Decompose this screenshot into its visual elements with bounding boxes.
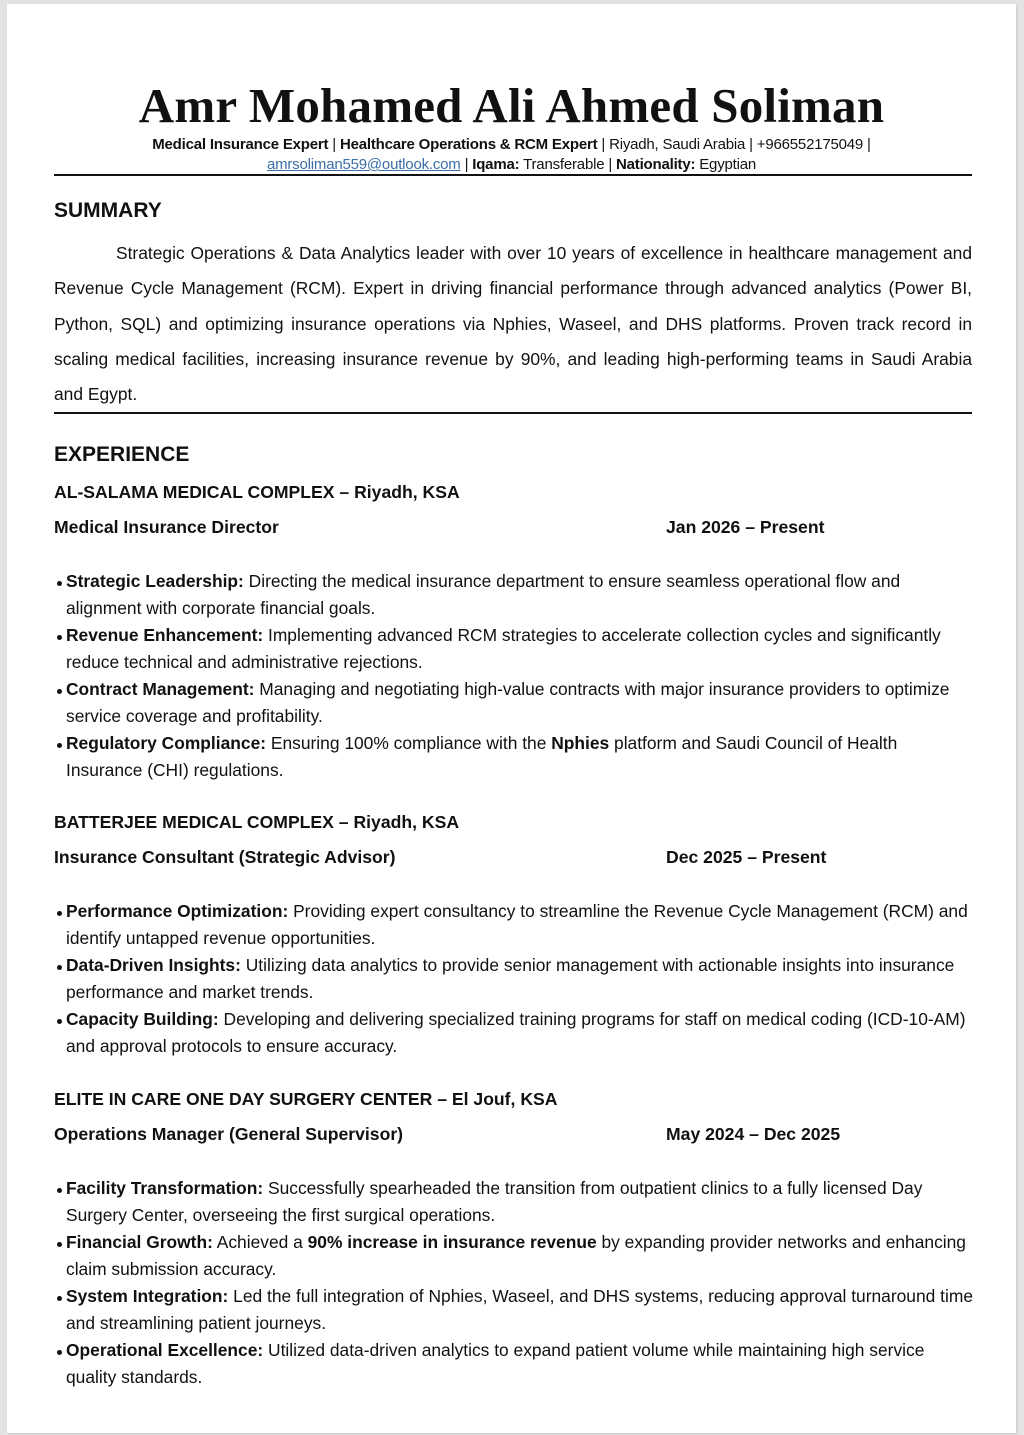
list-item: Capacity Building: Developing and delivering specialized training programs for staff on medical coding (ICD-10-AM) and approval protocols to ensure accuracy. [54, 1006, 974, 1060]
list-item: Performance Optimization: Providing expert consultancy to streamline the Revenue Cycle Management (RCM) and identify untapped revenue opportunities. [54, 898, 974, 952]
list-item: Strategic Leadership: Directing the medical insurance department to ensure seamless operational flow and alignment with corporate financial goals. [54, 568, 974, 622]
summary-text: Strategic Operations & Data Analytics leader with over 10 years of excellence in healthcare management and Revenue Cycle Management (RCM). Expert in driving financial performance through advanced analytics (Power BI, Python, SQL) and optimizing insurance operations via Nphies, Waseel, and DHS platforms. Proven track record in scaling medical facilities, increasing insurance revenue by 90%, and leading high-performing teams in Saudi Arabia and Egypt. [54, 243, 972, 405]
summary-heading: SUMMARY [54, 199, 162, 222]
resume-page [7, 4, 1016, 1433]
candidate-name: Amr Mohamed Ali Ahmed Soliman [138, 78, 885, 133]
job-role: Operations Manager (General Supervisor) [54, 1124, 404, 1144]
header-divider [54, 174, 972, 176]
job-bullets [54, 1175, 974, 1391]
nationality-label: Nationality: [616, 156, 696, 173]
phone-number: +966552175049 [756, 136, 864, 153]
job-dates: Dec 2025 – Present [666, 847, 827, 867]
email-link[interactable]: amrsoliman559@outlook.com [266, 156, 461, 173]
job-dates: May 2024 – Dec 2025 [666, 1124, 841, 1144]
list-item: Revenue Enhancement: Implementing advanced RCM strategies to accelerate collection cycles and significantly reduce technical and administrative rejections. [54, 622, 974, 676]
job-dates: Jan 2026 – Present [666, 517, 825, 537]
headline-title-1: Medical Insurance Expert [152, 136, 329, 153]
experience-heading: EXPERIENCE [54, 443, 190, 466]
headline-title-2: Healthcare Operations & RCM Expert [339, 136, 598, 153]
iqama-value: Transferable [523, 156, 605, 173]
list-item: Facility Transformation: Successfully spearheaded the transition from outpatient clinics to a fully licensed Day Surgery Center, overseeing the first surgical operations. [54, 1175, 974, 1229]
contact-line-1: Medical Insurance Expert | Healthcare Operations & RCM Expert | Riyadh, Saudi Arabia | +966552175049 | [152, 136, 871, 153]
job-role: Insurance Consultant (Strategic Advisor) [54, 847, 396, 867]
job-company: ELITE IN CARE ONE DAY SURGERY CENTER – El Jouf, KSA [54, 1089, 558, 1109]
nationality-value: Egyptian [699, 156, 757, 173]
location: Riyadh, Saudi Arabia [609, 136, 746, 153]
job-bullets [54, 568, 974, 784]
list-item: Data-Driven Insights: Utilizing data analytics to provide senior management with actionable insights into insurance performance and market trends. [54, 952, 974, 1006]
contact-line-2: amrsoliman559@outlook.com | Iqama: Transferable | Nationality: Egyptian [266, 156, 757, 173]
list-item: Regulatory Compliance: Ensuring 100% compliance with the Nphies platform and Saudi Council of Health Insurance (CHI) regulations. [54, 730, 974, 784]
list-item: Operational Excellence: Utilized data-driven analytics to expand patient volume while maintaining high service quality standards. [54, 1337, 974, 1391]
job-company: BATTERJEE MEDICAL COMPLEX – Riyadh, KSA [54, 812, 460, 832]
job-company: AL-SALAMA MEDICAL COMPLEX – Riyadh, KSA [54, 482, 460, 502]
job-role: Medical Insurance Director [54, 517, 279, 537]
list-item: System Integration: Led the full integration of Nphies, Waseel, and DHS systems, reducing approval turnaround time and streamlining patient journeys. [54, 1283, 974, 1337]
job-bullets [54, 898, 974, 1060]
list-item: Contract Management: Managing and negotiating high-value contracts with major insurance providers to optimize service coverage and profitability. [54, 676, 974, 730]
iqama-label: Iqama: [472, 156, 520, 173]
summary-divider [54, 412, 972, 414]
list-item: Financial Growth: Achieved a 90% increase in insurance revenue by expanding provider networks and enhancing claim submission accuracy. [54, 1229, 974, 1283]
